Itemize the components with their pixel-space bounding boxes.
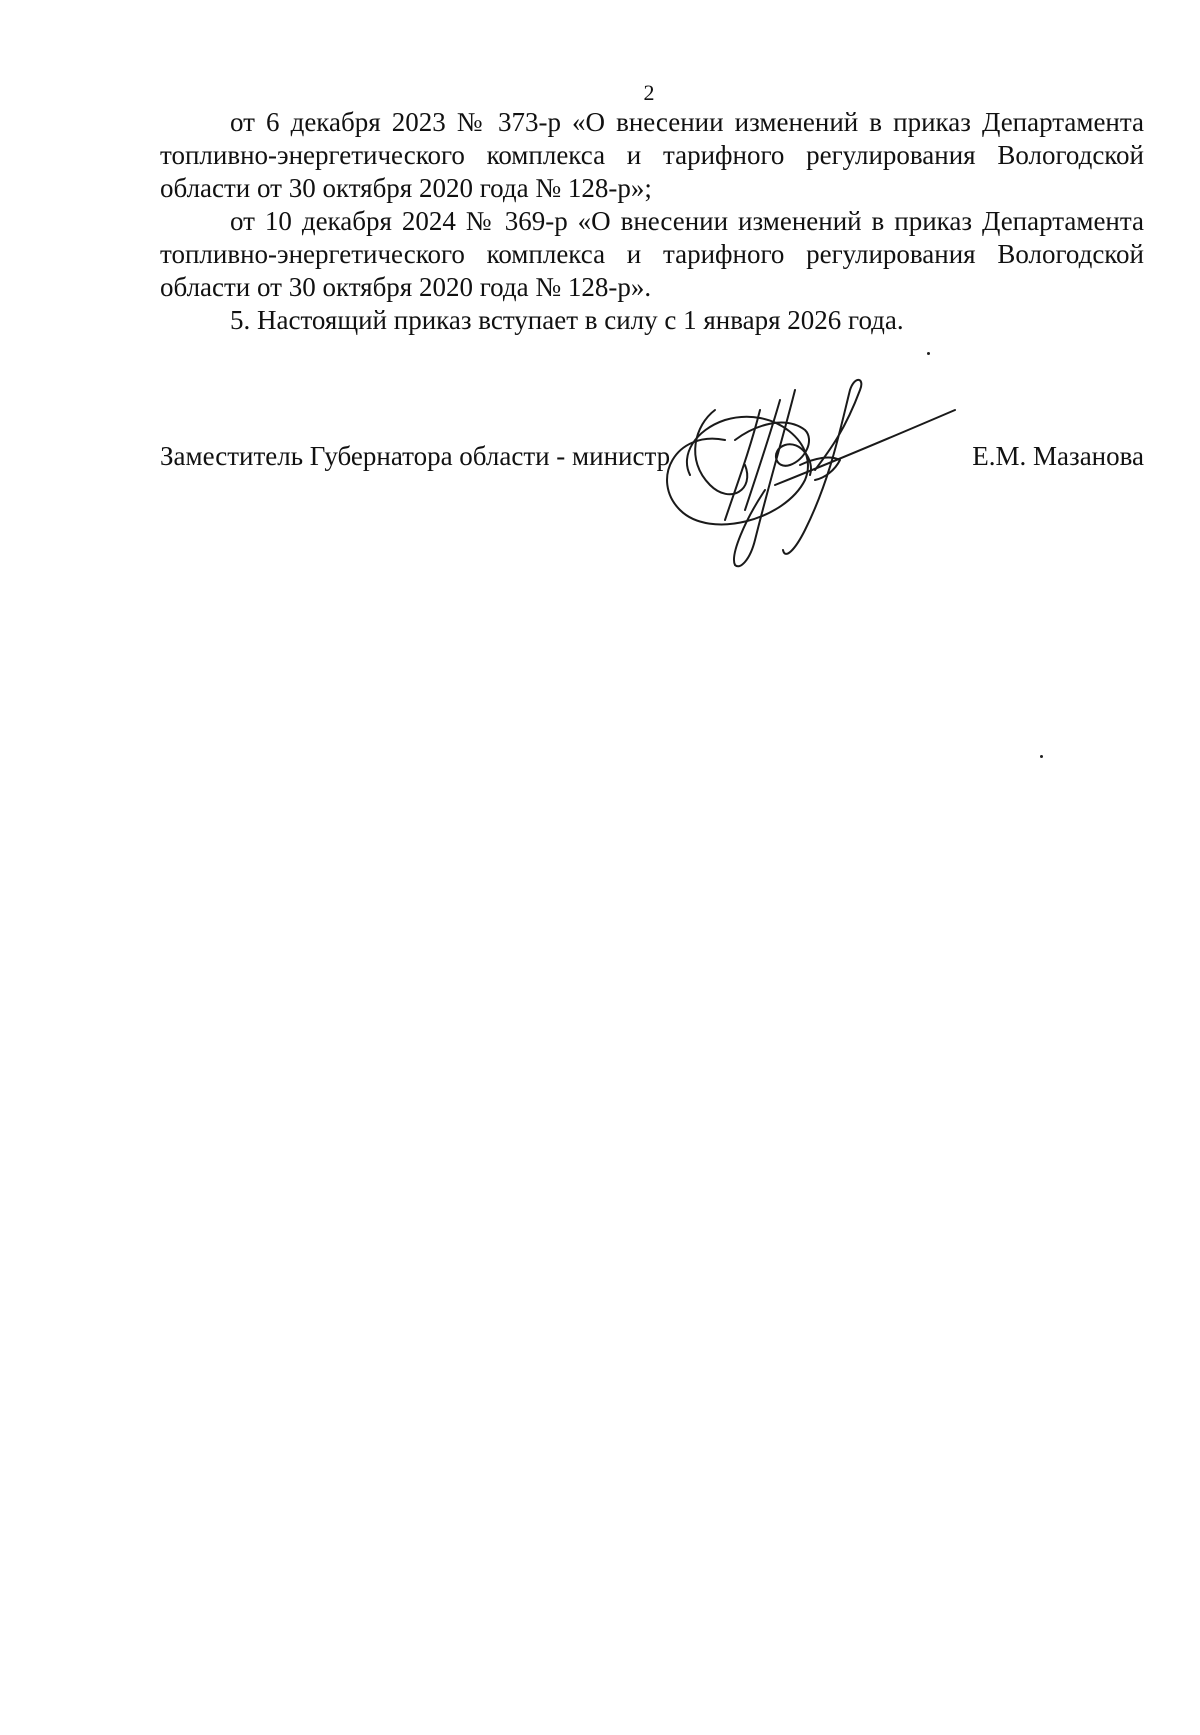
handwritten-signature: [655, 370, 995, 585]
scan-speck-2: [1040, 755, 1043, 758]
paragraph-order-369: от 10 декабря 2024 № 369-р «О внесении изменений в приказ Департамента топливно-энергетического комплекса и тарифного регулирования Вологодской области от 30 октября 2020 года № 128-р».: [160, 206, 1144, 302]
signer-name: Е.М. Мазанова: [972, 441, 1144, 471]
paragraph-order-373: от 6 декабря 2023 № 373-р «О внесении изменений в приказ Департамента топливно-энергетического комплекса и тарифного регулирования Вологодской области от 30 октября 2020 года № 128-р»;: [160, 107, 1144, 203]
paragraph-effective-date: 5. Настоящий приказ вступает в силу с 1 января 2026 года.: [230, 305, 904, 335]
page-number: 2: [643, 80, 655, 105]
scan-speck-1: [927, 352, 930, 355]
signer-position: Заместитель Губернатора области - министр: [160, 441, 671, 471]
document-body: [160, 106, 1144, 337]
